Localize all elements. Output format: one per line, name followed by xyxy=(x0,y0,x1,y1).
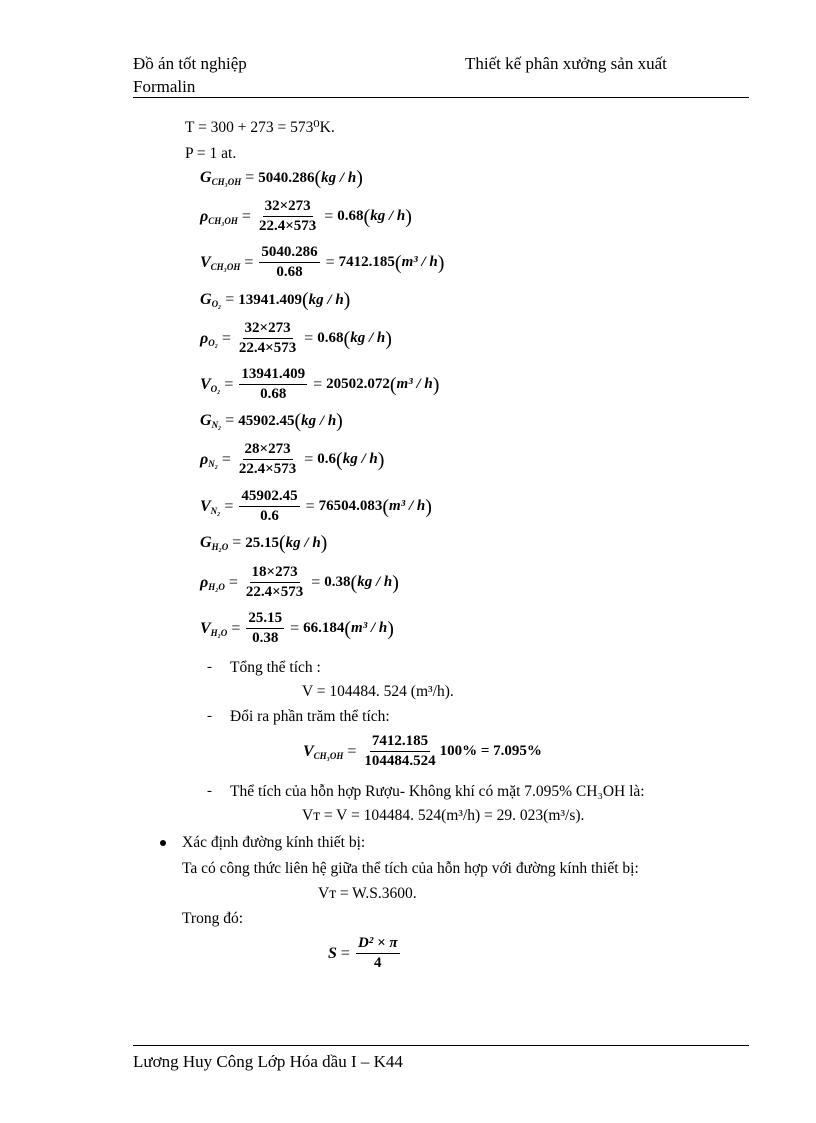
mixture-label: Thể tích của hỗn hợp Rượu- Không khí có mặt 7.095% CH₃OH là: xyxy=(230,783,645,800)
eq-v-h2o: $V_{H_2O}$ = $\frac{25.15}{0.38}$ = 66.184 ( m³ / h ) xyxy=(200,610,394,646)
eq-g-ch3oh: $G_{CH_3OH}$ = 5040.286 ( kg / h ) xyxy=(200,167,363,189)
g-n2-value: 45902.45 xyxy=(238,412,295,429)
dash-marker: - xyxy=(207,659,212,675)
total-volume-label: Tổng thể tích : xyxy=(230,659,321,676)
footer-rule xyxy=(133,1045,749,1046)
v-o2-value: 20502.072 xyxy=(326,376,390,392)
temperature-line: T = 300 + 273 = 573⁰K. xyxy=(185,119,335,136)
pressure-line: P = 1 at. xyxy=(185,145,237,162)
total-volume-value: V = 104484. 524 (m³/h). xyxy=(302,683,454,700)
header-left-title: Đồ án tốt nghiệp xyxy=(133,54,247,73)
eq-v-o2: $V_{O_2}$ = $\frac{13941.409}{0.68}$ = 20502.072 ( m³ / h ) xyxy=(200,366,440,402)
rho-o2-value: 0.68 xyxy=(317,330,344,346)
eq-rho-n2: $\rho_{N_2}$ = $\frac{28\times 273}{22.4\times 573}$ = 0.6 ( kg / h ) xyxy=(200,441,385,477)
eq-v-n2: $V_{N_2}$ = $\frac{45902.45}{0.6}$ = 76504.083 ( m³ / h ) xyxy=(200,488,432,524)
v-ch3oh-value: 7412.185 xyxy=(338,254,395,270)
dash-marker: - xyxy=(207,708,212,724)
mixture-value: Vᴛ = V = 104484. 524(m³/h) = 29. 023(m³/s). xyxy=(302,807,585,824)
eq-rho-h2o: $\rho_{H_2O}$ = $\frac{18\times 273}{22.4\times 573}$ = 0.38 ( kg / h ) xyxy=(200,564,399,600)
g-h2o-value: 25.15 xyxy=(245,534,279,551)
eq-rho-o2: $\rho_{O_2}$ = $\frac{32\times 273}{22.4\times 573}$ = 0.68 ( kg / h ) xyxy=(200,320,392,356)
g-o2-value: 13941.409 xyxy=(238,291,302,308)
g-ch3oh-value: 5040.286 xyxy=(258,169,315,186)
percent-result: 100% = 7.095% xyxy=(439,743,542,759)
rho-h2o-value: 0.38 xyxy=(324,574,351,590)
footer-author: Lương Huy Công Lớp Hóa dầu I – K44 xyxy=(133,1052,403,1071)
eq-percent-ch3oh: $V_{CH_3OH}$ = $\frac{7412.185}{104484.524}$ 100% = 7.095% xyxy=(303,733,542,769)
eq-g-o2: $G_{O_2}$ = 13941.409 ( kg / h ) xyxy=(200,289,351,311)
percent-label: Đổi ra phần trăm thể tích: xyxy=(230,708,390,725)
eq-g-n2: $G_{N_2}$ = 45902.45 ( kg / h ) xyxy=(200,410,343,432)
eq-g-h2o: $G_{H_2O}$ = 25.15 ( kg / h ) xyxy=(200,532,328,554)
bullet-icon xyxy=(160,840,166,846)
rho-ch3oh-value: 0.68 xyxy=(337,208,364,224)
diameter-intro: Ta có công thức liên hệ giữa thể tích của hỗn hợp với đường kính thiết bị: xyxy=(182,860,639,877)
eq-area: S = $\frac{\text{D² × π}}{4}$ xyxy=(328,935,398,971)
header-right-title: Thiết kế phân xưởng sản xuất xyxy=(465,54,667,73)
where-label: Trong đó: xyxy=(182,910,244,927)
v-n2-value: 76504.083 xyxy=(318,498,383,514)
diameter-heading: Xác định đường kính thiết bị: xyxy=(182,834,366,851)
rho-n2-value: 0.6 xyxy=(317,451,337,467)
eq-rho-ch3oh: $\rho_{CH_3OH}$ = $\frac{32\times 273}{22.4\times 573}$ = 0.68 ( kg / h ) xyxy=(200,198,412,234)
v-h2o-value: 66.184 xyxy=(303,620,345,636)
header-left-subtitle: Formalin xyxy=(133,77,196,96)
eq-v-ch3oh: $V_{CH_3OH}$ = $\frac{5040.286}{0.68}$ = 7412.185 ( m³ / h ) xyxy=(200,244,445,280)
dash-marker: - xyxy=(207,783,212,799)
header-rule xyxy=(133,97,749,98)
velocity-formula: Vᴛ = W.S.3600. xyxy=(318,885,417,902)
